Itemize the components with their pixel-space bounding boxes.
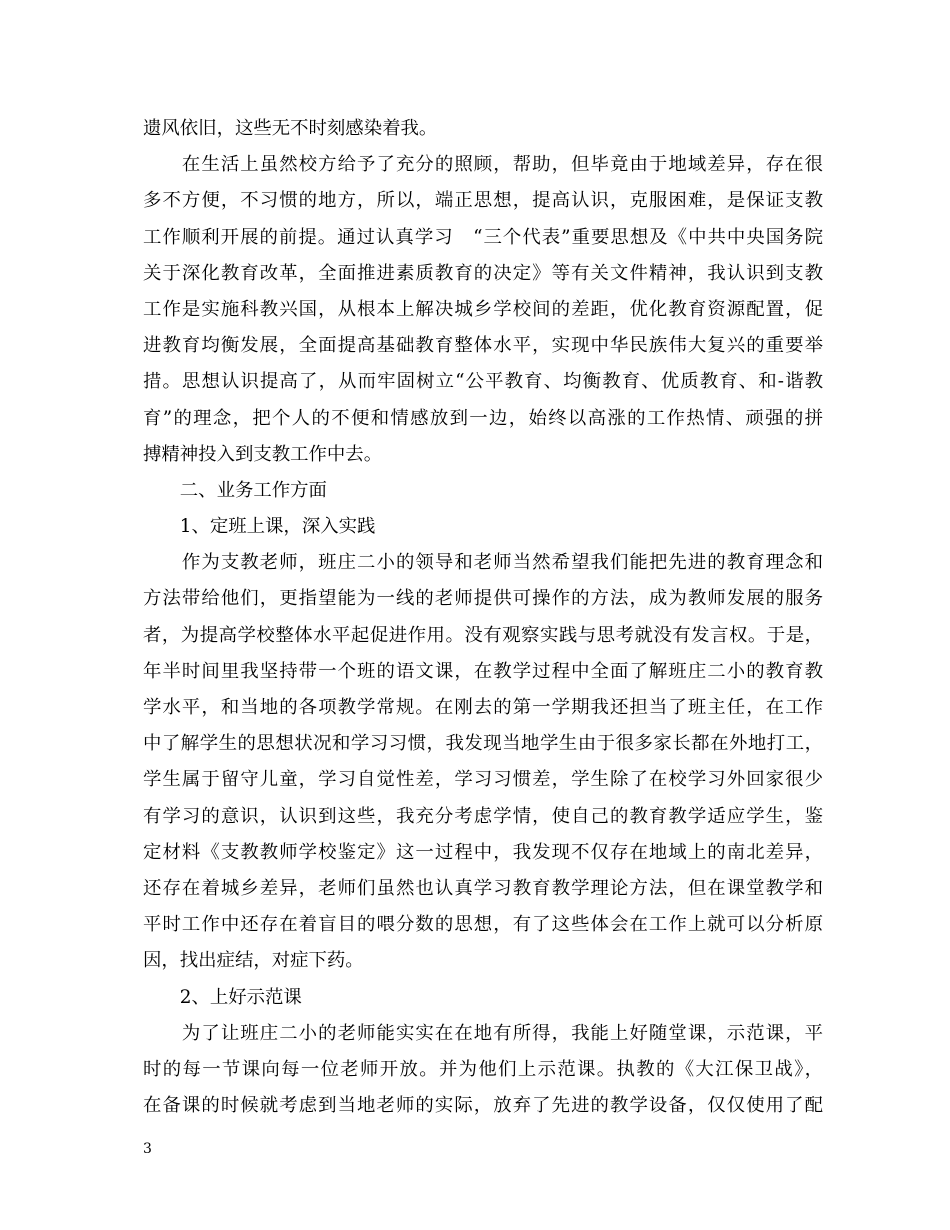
text-line: 措。思想认识提高了，从而牢固树立“公平教育、均衡教育、优质教育、和-谐教 [143,371,823,393]
text-line: 作为支教老师，班庄二小的领导和老师当然希望我们能把先进的教育理念和 [143,552,823,574]
text-line: 多不方便，不习惯的地方，所以，端正思想，提高认识，克服困难，是保证支教 [143,190,823,212]
text-line: 在备课的时候就考虑到当地老师的实际，放弃了先进的教学设备，仅仅使用了配 [143,1095,823,1117]
text-line: 定材料《支教教师学校鉴定》这一过程中，我发现不仅存在地域上的南北差异， [143,841,823,863]
text-line: 为了让班庄二小的老师能实实在在地有所得，我能上好随堂课，示范课，平 [143,1022,823,1044]
document-body [143,111,823,1124]
text-line: 工作顺利开展的前提。通过认真学习 “三个代表”重要思想及《中共中央国务院 [143,226,823,248]
text-line: 年半时间里我坚持带一个班的语文课，在教学过程中全面了解班庄二小的教育教 [143,660,823,682]
text-line: 中了解学生的思想状况和学习习惯，我发现当地学生由于很多家长都在外地打工， [143,733,823,755]
text-line: 者，为提高学校整体水平起促进作用。没有观察实践与思考就没有发言权。于是， [143,624,823,646]
text-line: 工作是实施科教兴国，从根本上解决城乡学校间的差距，优化教育资源配置，促 [143,298,823,320]
text-line: 时的每一节课向每一位老师开放。并为他们上示范课。执教的《大江保卫战》， [143,1058,823,1080]
text-line: 学生属于留守儿童，学习自觉性差，学习习惯差，学生除了在校学习外回家很少 [143,769,823,791]
text-line: 还存在着城乡差异，老师们虽然也认真学习教育教学理论方法，但在课堂教学和 [143,877,823,899]
text-line: 搏精神投入到支教工作中去。 [143,443,383,465]
text-line: 平时工作中还存在着盲目的喂分数的思想，有了这些体会在工作上就可以分析原 [143,914,823,936]
subsection-heading: 1、定班上课，深入实践 [143,516,376,538]
section-heading: 二、业务工作方面 [143,479,327,501]
subsection-heading: 2、上好示范课 [143,986,302,1008]
page-number: 3 [143,1141,152,1157]
text-line: 遗风依旧，这些无不时刻感染着我。 [143,118,438,139]
text-line: 关于深化教育改革，全面推进素质教育的决定》等有关文件精神，我认识到支教 [143,262,823,284]
text-line: 有学习的意识，认识到这些，我充分考虑学情，使自己的教育教学适应学生，鉴 [143,805,823,827]
text-line: 在生活上虽然校方给予了充分的照顾，帮助，但毕竟由于地域差异，存在很 [143,154,823,176]
text-line: 育”的理念，把个人的不便和情感放到一边，始终以高涨的工作热情、顽强的拼 [143,407,823,429]
text-line: 学水平，和当地的各项教学常规。在刚去的第一学期我还担当了班主任，在工作 [143,697,823,718]
text-line: 方法带给他们，更指望能为一线的老师提供可操作的方法，成为教师发展的服务 [143,588,823,610]
text-line: 进教育均衡发展，全面提高基础教育整体水平，实现中华民族伟大复兴的重要举 [143,335,823,357]
text-line: 因，找出症结，对症下药。 [143,950,364,972]
